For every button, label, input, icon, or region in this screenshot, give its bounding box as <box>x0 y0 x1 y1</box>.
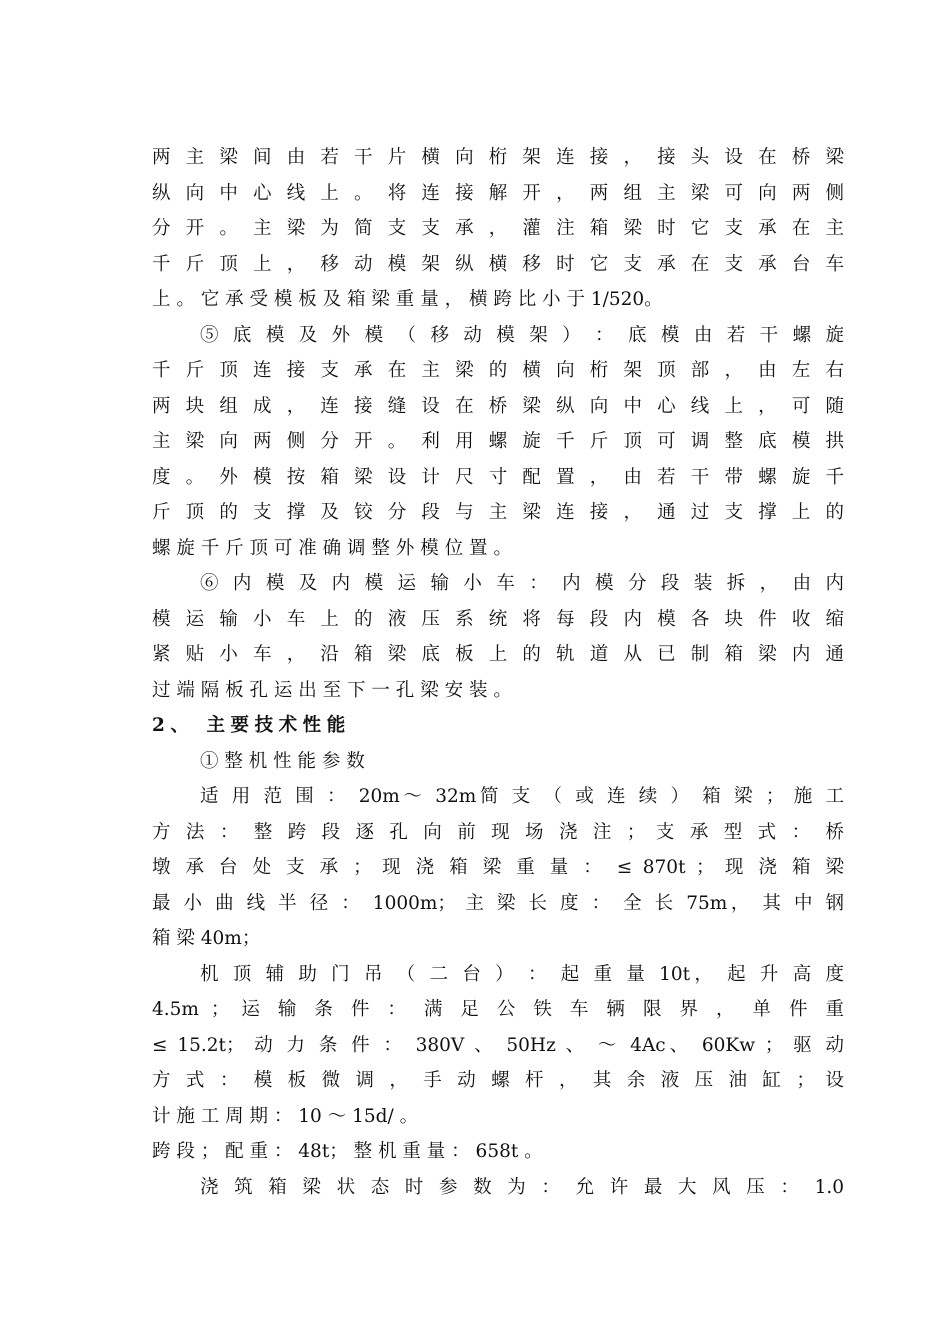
text-line: 螺 旋 千 斤 顶 可 准 确 调 整 外 模 位 置 。 <box>152 537 512 559</box>
text-line: 纵 向 中 心 线 上 。 将 连 接 解 开 ， 两 组 主 梁 可 向 两 侧 <box>152 182 844 204</box>
text-line: 最 小 曲 线 半 径 ： 1000m； 主 梁 长 度 ： 全 长 75m， 其 中 钢 <box>152 892 844 914</box>
text-line: 上 。 它 承 受 模 板 及 箱 梁 重 量 ， 横 跨 比 小 于 1/520。 <box>152 289 663 310</box>
text-line: 方 式 ： 模 板 微 调 ， 手 动 螺 杆 ， 其 余 液 压 油 缸 ； 设 <box>152 1070 844 1091</box>
text-line: 箱 梁 40m； <box>152 928 261 949</box>
text-line: 千 斤 顶 连 接 支 承 在 主 梁 的 横 向 桁 架 顶 部 ， 由 左 右 <box>152 360 844 381</box>
text-line: 两 主 梁 间 由 若 干 片 横 向 桁 架 连 接 ， 接 头 设 在 桥 梁 <box>152 147 844 168</box>
text-line: 千 斤 顶 上 ， 移 动 模 架 纵 横 移 时 它 支 承 在 支 承 台 车 <box>152 253 844 275</box>
text-line: ≤ 15.2t； 动 力 条 件 ： 380V 、 50Hz 、 ～ 4Ac、 60Kw ； 驱 动 <box>152 1034 844 1056</box>
text-line: 分 开 。 主 梁 为 简 支 支 承 ， 灌 注 箱 梁 时 它 支 承 在 主 <box>152 218 844 239</box>
text-line: 两 块 组 成 ， 连 接 缝 设 在 桥 梁 纵 向 中 心 线 上 ， 可 随 <box>152 395 844 417</box>
text-line: 主 梁 向 两 侧 分 开 。 利 用 螺 旋 千 斤 顶 可 调 整 底 模 拱 <box>152 431 844 452</box>
text-line: 度 。 外 模 按 箱 梁 设 计 尺 寸 配 置 ， 由 若 干 带 螺 旋 千 <box>152 466 844 488</box>
text-line: 过 端 隔 板 孔 运 出 至 下 一 孔 梁 安 装 。 <box>152 679 512 701</box>
text-line: 适 用 范 围 ： 20m～ 32m简 支 （ 或 连 续 ） 箱 梁 ； 施 工 <box>200 786 844 807</box>
text-line: 墩 承 台 处 支 承 ； 现 浇 箱 梁 重 量 ： ≤ 870t ； 现 浇 箱 梁 <box>152 857 844 878</box>
text-line: 计 施 工 周 期 ： 10 ～ 15d/ 。 <box>152 1105 419 1127</box>
text-line: 斤 顶 的 支 撑 及 铰 分 段 与 主 梁 连 接 ， 通 过 支 撑 上 的 <box>152 502 844 523</box>
text-line: 模 运 输 小 车 上 的 液 压 系 统 将 每 段 内 模 各 块 件 收 缩 <box>152 608 844 630</box>
text-line: 跨 段 ； 配 重 ： 48t； 整 机 重 量 ： 658t 。 <box>152 1141 543 1162</box>
text-line: 紧 贴 小 车 ， 沿 箱 梁 底 板 上 的 轨 道 从 已 制 箱 梁 内 通 <box>152 644 844 665</box>
text-line: 方 法 ： 整 跨 段 逐 孔 向 前 现 场 浇 注 ； 支 承 型 式 ： 桥 <box>152 821 844 843</box>
section-heading: 2、 主要技术性能 <box>152 715 351 736</box>
text-line: 浇 筑 箱 梁 状 态 时 参 数 为 ： 允 许 最 大 风 压 ： 1.0 <box>200 1176 844 1198</box>
text-line: 4.5m ； 运 输 条 件 ： 满 足 公 铁 车 辆 限 界 ， 单 件 重 <box>152 999 844 1020</box>
text-line: ① 整 机 性 能 参 数 <box>200 750 365 772</box>
document-page <box>152 140 844 1205</box>
text-line: 机 顶 辅 助 门 吊 （ 二 台 ） ： 起 重 量 10t， 起 升 高 度 <box>200 963 844 985</box>
text-line: ⑤ 底 模 及 外 模 （ 移 动 模 架 ） ： 底 模 由 若 干 螺 旋 <box>200 324 844 346</box>
text-line: ⑥ 内 模 及 内 模 运 输 小 车 ： 内 模 分 段 装 拆 ， 由 内 <box>200 573 844 594</box>
